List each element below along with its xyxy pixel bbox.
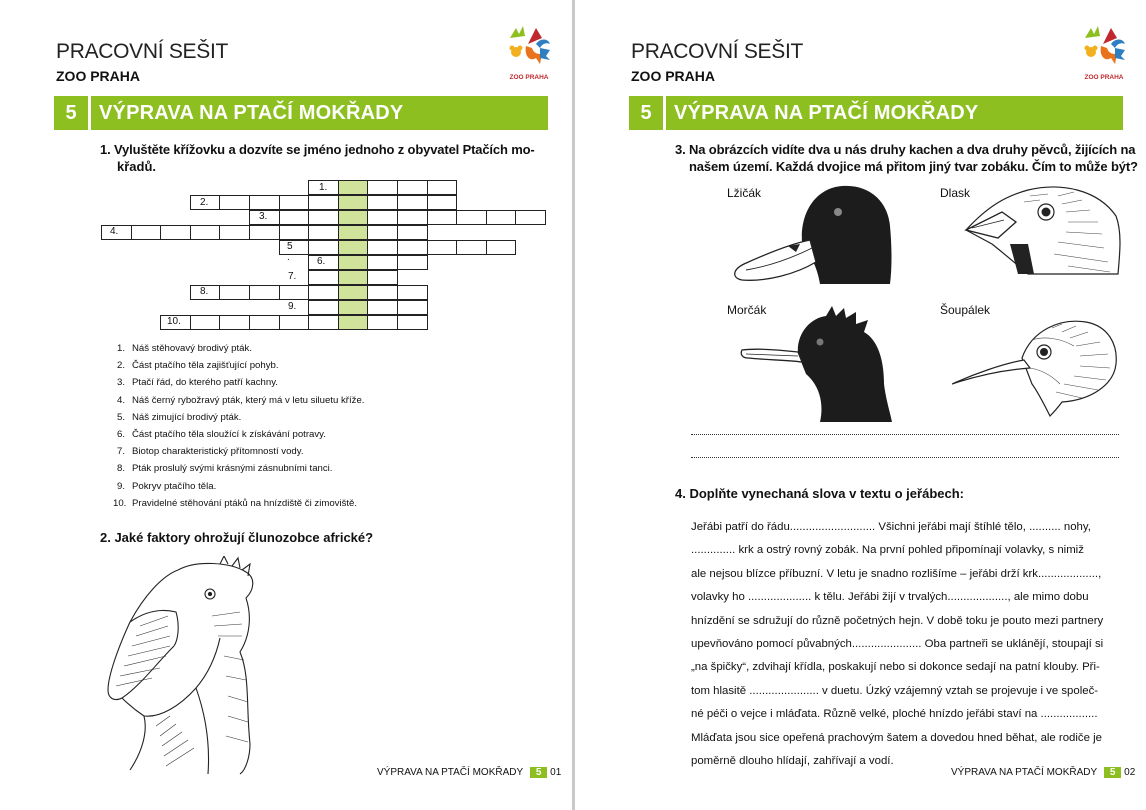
logo-text: ZOO PRAHA bbox=[509, 74, 549, 81]
crossword-solution-cell[interactable] bbox=[338, 315, 369, 330]
crossword-cell[interactable] bbox=[190, 315, 221, 330]
crossword-number: 1. bbox=[319, 182, 328, 193]
crossword-cell[interactable] bbox=[279, 240, 310, 255]
clue-item: 1. Náš stěhovavý brodivý pták. bbox=[117, 343, 252, 354]
crossword-cell[interactable] bbox=[367, 255, 398, 270]
crossword-cell[interactable] bbox=[219, 285, 250, 300]
workbook-title: PRACOVNÍ SEŠIT bbox=[631, 40, 804, 63]
crossword-solution-cell[interactable] bbox=[338, 270, 369, 285]
clue-item: 6. Část ptačího těla sloužící k získávání potravy. bbox=[117, 429, 326, 441]
text-line: hnízdění se sdružují do různě početných hejn. V době toku je pouto mezi partnery bbox=[691, 614, 1104, 627]
hawfinch-head-illustration bbox=[958, 182, 1123, 280]
crossword-cell[interactable] bbox=[279, 285, 310, 300]
question-3-line1: 3. Na obrázcích vidíte dva u nás druhy kachen a dva druhy pěvců, žijících na bbox=[675, 142, 1136, 157]
crossword-cell[interactable] bbox=[456, 240, 487, 255]
footer-label: VÝPRAVA NA PTAČÍ MOKŘADY bbox=[377, 767, 524, 778]
section-title: VÝPRAVA NA PTAČÍ MOKŘADY bbox=[666, 96, 1123, 130]
crossword-cell[interactable] bbox=[279, 195, 310, 210]
crossword-cell[interactable] bbox=[279, 315, 310, 330]
text-line: poměrně dlouho hlídají, zahřívají a vodí. bbox=[691, 755, 894, 768]
crossword-number: 5 . bbox=[287, 241, 293, 263]
crossword-number: 9. bbox=[288, 301, 297, 312]
crossword-cell[interactable] bbox=[190, 225, 221, 240]
crossword-cell[interactable] bbox=[308, 300, 339, 315]
crossword-cell[interactable] bbox=[249, 195, 280, 210]
crossword-cell[interactable] bbox=[367, 300, 398, 315]
crossword-solution-cell[interactable] bbox=[338, 255, 369, 270]
crossword-cell[interactable] bbox=[367, 210, 398, 225]
crossword-cell[interactable] bbox=[367, 285, 398, 300]
crossword-cell[interactable] bbox=[249, 225, 280, 240]
crossword-cell[interactable] bbox=[486, 240, 517, 255]
crossword-cell[interactable] bbox=[427, 180, 458, 195]
section-banner bbox=[629, 96, 1123, 130]
crossword-cell[interactable] bbox=[397, 210, 428, 225]
footer bbox=[377, 767, 561, 778]
crossword-cell[interactable] bbox=[427, 195, 458, 210]
crossword-solution-cell[interactable] bbox=[338, 210, 369, 225]
answer-line[interactable] bbox=[691, 434, 1119, 435]
crossword-cell[interactable] bbox=[308, 240, 339, 255]
workbook-title: PRACOVNÍ SEŠIT bbox=[56, 40, 229, 63]
page-number: 01 bbox=[550, 767, 562, 778]
question-2: 2. Jaké faktory ohrožují člunozobce africké? bbox=[100, 530, 374, 545]
question-1-line1: 1. Vyluštěte křížovku a dozvíte se jméno jednoho z obyvatel Ptačích mo- bbox=[100, 142, 535, 157]
crossword-solution-cell[interactable] bbox=[338, 300, 369, 315]
logo-text: ZOO PRAHA bbox=[1084, 74, 1124, 81]
crossword-number: 4. bbox=[110, 226, 119, 237]
bird-label: Dlask bbox=[940, 186, 971, 200]
crossword-number: 6. bbox=[317, 256, 326, 267]
text-line: tom hlasitě ...................... v duetu. Úzký vzájemný vztah se projevuje i ve společ- bbox=[691, 684, 1099, 697]
crossword-cell[interactable] bbox=[397, 300, 428, 315]
treecreeper-head-illustration bbox=[952, 318, 1122, 418]
crossword-number: 7. bbox=[288, 271, 297, 282]
crossword-cell[interactable] bbox=[308, 195, 339, 210]
crossword-cell[interactable] bbox=[219, 195, 250, 210]
section-title: VÝPRAVA NA PTAČÍ MOKŘADY bbox=[91, 96, 548, 130]
crossword-cell[interactable] bbox=[367, 225, 398, 240]
crossword-solution-cell[interactable] bbox=[338, 240, 369, 255]
crossword-cell[interactable] bbox=[397, 195, 428, 210]
crossword-cell[interactable] bbox=[249, 315, 280, 330]
footer-label: VÝPRAVA NA PTAČÍ MOKŘADY bbox=[951, 767, 1098, 778]
crossword-cell[interactable] bbox=[367, 315, 398, 330]
crossword-cell[interactable] bbox=[308, 210, 339, 225]
text-line: upevňováno pomocí půvabných...................... Oba partneři se uklánějí, stoupají si bbox=[691, 638, 1104, 651]
clue-item: 8. Pták proslulý svými krásnými zásnubními tanci. bbox=[117, 463, 333, 475]
crossword-cell[interactable] bbox=[397, 255, 428, 270]
crossword-cell[interactable] bbox=[456, 210, 487, 225]
text-line: né péči o vejce i mláďata. Různě velké, ploché hnízdo jeřábi staví na .................. bbox=[691, 708, 1098, 721]
crossword-cell[interactable] bbox=[279, 210, 310, 225]
crossword-solution-cell[interactable] bbox=[338, 225, 369, 240]
answer-line[interactable] bbox=[691, 457, 1119, 458]
crossword-cell[interactable] bbox=[397, 315, 428, 330]
crossword-cell[interactable] bbox=[427, 210, 458, 225]
footer-chapter: 5 bbox=[1104, 767, 1121, 778]
text-line: „na špičky“, zdvihají křídla, poskakují nebo si dokonce sedají na patní klouby. Při- bbox=[691, 661, 1100, 674]
clue-item: 5. Náš zimující brodivý pták. bbox=[117, 411, 242, 423]
crossword-solution-cell[interactable] bbox=[338, 180, 369, 195]
crossword-number: 8. bbox=[200, 286, 209, 297]
crossword-cell[interactable] bbox=[367, 240, 398, 255]
crossword-cell[interactable] bbox=[219, 315, 250, 330]
question-1 bbox=[100, 141, 535, 175]
clue-item: 7. Biotop charakteristický přítomností vody. bbox=[117, 446, 304, 458]
question-4: 4. Doplňte vynechaná slova v textu o jeřábech: bbox=[675, 486, 964, 501]
crossword-number: 2. bbox=[200, 197, 209, 208]
section-banner bbox=[54, 96, 548, 130]
text-line: .............. krk a ostrý rovný zobák. Na první pohled připomínají volavky, s nimiž bbox=[691, 544, 1084, 557]
crossword-cell[interactable] bbox=[131, 225, 162, 240]
text-line: Mláďata jsou sice opeřená prachovým šatem a dovedou hned běhat, ale rodiče je bbox=[691, 731, 1102, 744]
question-3 bbox=[675, 141, 1138, 175]
question-1-line2: křadů. bbox=[117, 159, 157, 174]
crossword-clues bbox=[113, 340, 365, 512]
crossword-cell[interactable] bbox=[249, 285, 280, 300]
crossword-cell[interactable] bbox=[367, 180, 398, 195]
crossword-solution-cell[interactable] bbox=[338, 195, 369, 210]
merganser-head-illustration bbox=[740, 304, 900, 424]
section-number: 5 bbox=[54, 96, 88, 130]
crossword-cell[interactable] bbox=[397, 225, 428, 240]
clue-item: 2. Část ptačího těla zajišťující pohyb. bbox=[117, 360, 279, 372]
bird-label: Lžičák bbox=[727, 186, 762, 200]
footer-chapter: 5 bbox=[530, 767, 547, 778]
crossword-cell[interactable] bbox=[160, 225, 191, 240]
crossword-number: 3. bbox=[259, 211, 268, 222]
clue-item: 4. Náš černý rybožravý pták, který má v letu siluetu kříže. bbox=[117, 394, 365, 406]
section-number: 5 bbox=[629, 96, 663, 130]
crossword-cell[interactable] bbox=[427, 240, 458, 255]
clue-item: 9. Pokryv ptačího těla. bbox=[117, 480, 217, 492]
text-line: volavky ho .................... k tělu. Jeřábi žijí v trvalých..................., ale mimo dobu bbox=[691, 591, 1089, 604]
workbook-subtitle: ZOO PRAHA bbox=[631, 68, 715, 84]
crossword-cell[interactable] bbox=[515, 210, 546, 225]
crossword-number: 10. bbox=[167, 316, 181, 327]
footer bbox=[951, 767, 1135, 778]
crossword-cell[interactable] bbox=[367, 270, 398, 285]
crossword-cell[interactable] bbox=[308, 270, 339, 285]
crossword-solution-cell[interactable] bbox=[338, 285, 369, 300]
bird-label: Šoupálek bbox=[940, 303, 991, 317]
clue-item: 10. Pravidelné stěhování ptáků na hnízdiště či zimoviště. bbox=[113, 497, 358, 509]
crossword-cell[interactable] bbox=[367, 195, 398, 210]
crossword-cell[interactable] bbox=[486, 210, 517, 225]
text-line: Jeřábi patří do řádu........................... Všichni jeřábi mají štíhlé tělo, .......... nohy, bbox=[691, 521, 1091, 533]
question-3-line2: našem území. Každá dvojice má přitom jiný tvar zobáku. Čím to může být? bbox=[689, 159, 1138, 174]
zoo-logo bbox=[1081, 24, 1127, 84]
text-line: ale nejsou blízce příbuzní. V letu je snadno rozlišíme – jeřábi drží krk..................., bbox=[691, 567, 1102, 580]
left-page bbox=[0, 0, 572, 810]
shoveler-head-illustration bbox=[730, 182, 910, 287]
crossword-cell[interactable] bbox=[308, 225, 339, 240]
bird-label: Morčák bbox=[727, 303, 767, 317]
crossword-cell[interactable] bbox=[397, 285, 428, 300]
crossword-cell[interactable] bbox=[279, 225, 310, 240]
clue-item: 3. Ptačí řád, do kterého patří kachny. bbox=[117, 377, 278, 389]
page-number: 02 bbox=[1124, 767, 1136, 778]
crossword-cell[interactable] bbox=[397, 180, 428, 195]
crossword-cell[interactable] bbox=[308, 285, 339, 300]
zoo-logo bbox=[506, 24, 552, 84]
shoebill-illustration bbox=[100, 556, 260, 776]
workbook-subtitle: ZOO PRAHA bbox=[56, 68, 140, 84]
crossword-cell[interactable] bbox=[308, 315, 339, 330]
crossword-cell[interactable] bbox=[219, 225, 250, 240]
crane-text bbox=[691, 516, 1119, 773]
crossword-cell[interactable] bbox=[397, 240, 428, 255]
